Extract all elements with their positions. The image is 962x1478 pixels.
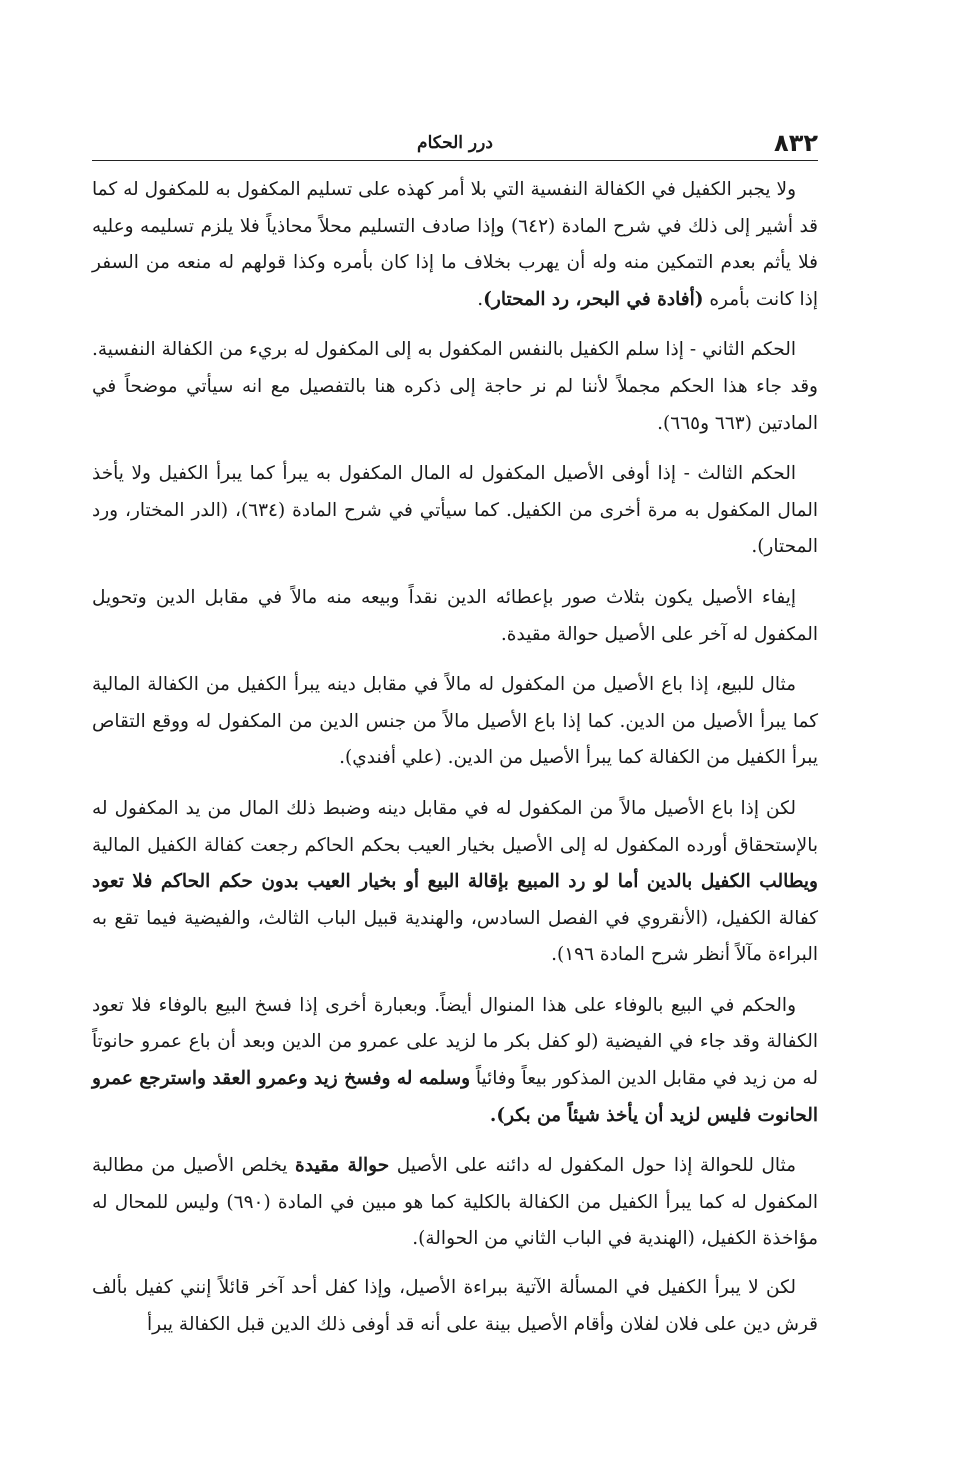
paragraph-bold-text: وسلمه له وفسخ زيد وعمرو العقد واسترجع عمرو الحانوت فليس لزيد أن يأخذ شيئاً من بكر). (92, 1068, 818, 1126)
paragraph-bold-text: حوالة مقيدة (295, 1155, 390, 1177)
paragraph (92, 988, 818, 1134)
paragraph (92, 456, 818, 566)
paragraph-tail-text: كفالة الكفيل، (الأنقروي في الفصل السادس، والهندية قبيل الباب الثالث، والفيضية فيما تقع به البراءة مآلاً أنظر شرح المادة ١٩٦). (92, 907, 818, 966)
paragraph-tail-text: يخلص الأصيل من مطالبة المكفول له كما يبرأ الكفيل من الكفالة بالكلية كما هو مبين في المادة (٦٩٠) وليس للمحال له مؤاخذة الكفيل، (الهندية في الباب الثاني من الحوالة). (92, 1155, 818, 1250)
running-title: درر الحكام (417, 133, 493, 153)
paragraph (92, 172, 818, 318)
paragraph-text: والحكم في البيع بالوفاء على هذا المنوال أيضاً. وبعبارة أخرى إذا فسخ البيع بالوفاء فلا تعود الكفالة وقد جاء في الفيضية (لو كفل بكر ما لزيد على عمرو من الدين وبعد أن باع عمرو حانوتاً له من زيد في مقابل الدين المذكور بيعاً وفائياً (92, 994, 818, 1090)
paragraph-text: الحكم الثالث - إذا أوفى الأصيل المكفول له المال المكفول به يبرأ كما يبرأ الكفيل ولا يأخذ المال المكفول به مرة أخرى من الكفيل. كما سيأتي في شرح المادة (٦٣٤)، (الدر المختار، ورد المحتار). (92, 463, 818, 558)
paragraph (92, 580, 818, 653)
paragraph-text: إيفاء الأصيل يكون بثلاث صور بإعطائه الدين نقداً وبيعه منه مالاً في مقابل الدين وتحويل المكفول له آخر على الأصيل حوالة مقيدة. (92, 586, 818, 645)
paragraph-text: الحكم الثاني - إذا سلم الكفيل بالنفس المكفول به إلى المكفول له بريء من الكفالة النفسية. وقد جاء هذا الحكم مجملاً لأننا لم نر حاجة إلى ذكره هنا بالتفصيل مع انه سيأتي موضحاً في المادتين (٦٦٣ و٦٦٥). (92, 339, 818, 434)
header-rule (92, 160, 818, 161)
body-text (92, 172, 818, 1357)
paragraph-text: لكن لا يبرأ الكفيل في المسألة الآتية ببراءة الأصيل، وإذا كفل أحد آخر قائلاً إنني كفيل بألف قرش دين على فلان لفلان وأقام الأصيل بينة على أنه قد أوفى ذلك الدين قبل الكفالة يبرأ (92, 1277, 818, 1335)
paragraph-bold-text: (أفادة في البحر، رد المحتار) (483, 288, 704, 310)
paragraph (92, 791, 818, 974)
paragraph (92, 332, 818, 442)
paragraph-text: مثال للبيع، إذا باع الأصيل من المكفول له مالاً في مقابل دينه يبرأ الكفيل من الكفالة المالية كما يبرأ الأصيل من الدين. كما إذا باع الأصيل مالاً من جنس الدين من المكفول له ووقع التقاص يبرأ الكفيل من الكفالة كما يبرأ الأصيل من الدين. (علي أفندي). (92, 674, 818, 769)
paragraph-text: ولا يجبر الكفيل في الكفالة النفسية التي بلا أمر كهذه على تسليم المكفول به للمكفول له كما قد أشير إلى ذلك في شرح المادة (٦٤٢) وإذا صادف التسليم محلاً محاذياً فلا يلزم تسليمه وعليه فلا يأثم بعدم التمكين منه وله أن يهرب بخلاف ما إذا كان بأمره وكذا قولهم له منعه من السفر إذا كانت بأمره (92, 179, 819, 310)
paragraph (92, 1270, 818, 1343)
paragraph (92, 1148, 818, 1258)
paragraph (92, 667, 818, 777)
paragraph-text: لكن إذا باع الأصيل مالاً من المكفول له في مقابل دينه وضبط ذلك المال من يد المكفول له بالإستحقاق أورده المكفول له إلى الأصيل بخيار العيب بحكم الحاكم رجعت كفالة الكفيل المالية (92, 797, 818, 856)
paragraph-text: مثال للحوالة إذا حول المكفول له دائنه على الأصيل (389, 1155, 797, 1177)
paragraph-tail-text: . (477, 288, 484, 310)
paragraph-bold-text: ويطالب الكفيل بالدين أما لو رد المبيع بإقالة البيع أو بخيار العيب بدون حكم الحاكم فلا تعود (92, 871, 818, 893)
page-number: ٨٣٢ (774, 129, 818, 157)
page-header (92, 128, 818, 158)
